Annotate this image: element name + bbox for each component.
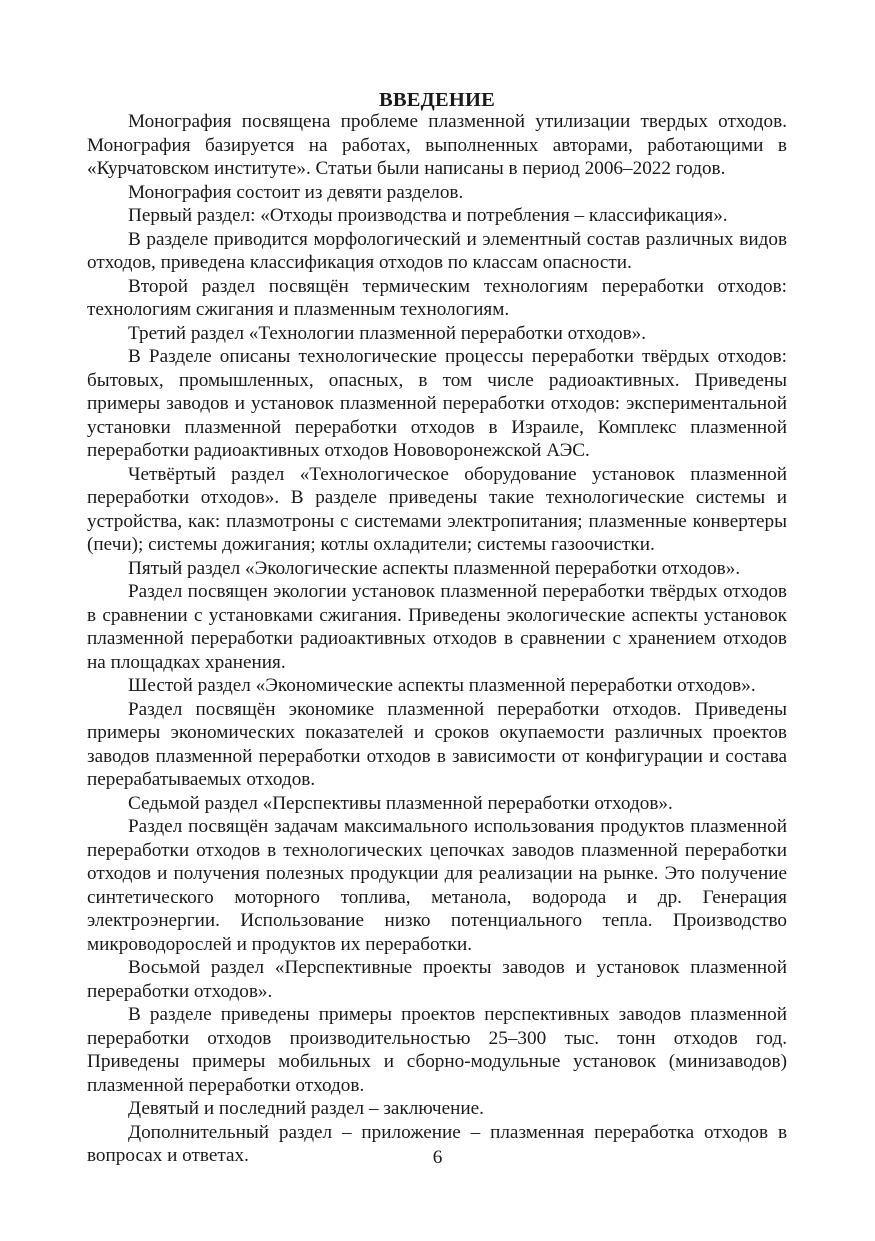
paragraph: Пятый раздел «Экологические аспекты плазменной переработки отходов». [128, 557, 741, 579]
paragraph: Монография посвящена проблеме плазменной утилизации твердых отходов. Монография базируется на работах, выполненных авторами, работающими в «Курчатовском институте». Статьи были написаны в период 2006–2022 годов. [87, 111, 787, 179]
paragraph: Раздел посвящен экологии установок плазменной переработки твёрдых отходов в сравнении с установками сжигания. Приведены экологические аспекты установок плазменной переработки радиоактивных отходов в сравнении с хранением отходов на площадках хранения. [87, 581, 787, 673]
paragraph: Восьмой раздел «Перспективные проекты заводов и установок плазменной переработки отходов». [87, 957, 787, 1002]
paragraph: В разделе приведены примеры проектов перспективных заводов плазменной переработки отходов производительностью 25–300 тыс. тонн отходов год. Приведены примеры мобильных и сборно-модульные установок (минизаводов) плазменной переработки отходов. [87, 1004, 787, 1096]
paragraph: В разделе приводится морфологический и элементный состав различных видов отходов, приведена классификация отходов по классам опасности. [87, 228, 787, 273]
paragraph: Девятый и последний раздел – заключение. [128, 1098, 484, 1119]
paragraph: Четвёртый раздел «Технологическое оборудование установок плазменной переработки отходов». В разделе приведены такие технологические системы и устройства, как: плазмотроны с системами электропитания; плазменные конвертеры (печи); системы дожигания; котлы охладители; системы газоочистки. [87, 463, 787, 555]
page-title: ВВЕДЕНИЕ [379, 88, 495, 111]
page-number: 6 [432, 1147, 443, 1168]
body-text [87, 110, 787, 1168]
paragraph: Второй раздел посвящён термическим технологиям переработки отходов: технологиям сжигания и плазменным технологиям. [87, 275, 787, 320]
paragraph: Седьмой раздел «Перспективы плазменной переработки отходов». [128, 792, 673, 814]
paragraph: Шестой раздел «Экономические аспекты плазменной переработки отходов». [128, 675, 756, 696]
paragraph: В Разделе описаны технологические процессы переработки твёрдых отходов: бытовых, промышленных, опасных, в том числе радиоактивных. Приведены примеры заводов и установок плазменной переработки отходов: экспериментальной установки плазменной переработки отходов в Израиле, Комплекс плазменной переработки радиоактивных отходов Нововоронежской АЭС. [87, 346, 787, 461]
paragraph: Монография состоит из девяти разделов. [128, 181, 464, 203]
paragraph: Первый раздел: «Отходы производства и потребления – классификация». [128, 205, 728, 226]
paragraph: Третий раздел «Технологии плазменной переработки отходов». [128, 322, 647, 344]
paragraph: Раздел посвящён экономике плазменной переработки отходов. Приведены примеры экономических показателей и сроков окупаемости различных проектов заводов плазменной переработки отходов в зависимости от конфигурации и состава перерабатываемых отходов. [87, 698, 787, 790]
paragraph: Дополнительный раздел – приложение – плазменная переработка отходов в вопросах и ответах. [87, 1121, 787, 1166]
paragraph: Раздел посвящён задачам максимального использования продуктов плазменной переработки отходов в технологических цепочках заводов плазменной переработки отходов и получения полезных продукции для реализации на рынке. Это получение синтетического моторного топлива, метанола, водорода и др. Генерация электроэнергии. Использование низко потенциального тепла. Производство микроводорослей и продуктов их переработки. [87, 816, 787, 955]
